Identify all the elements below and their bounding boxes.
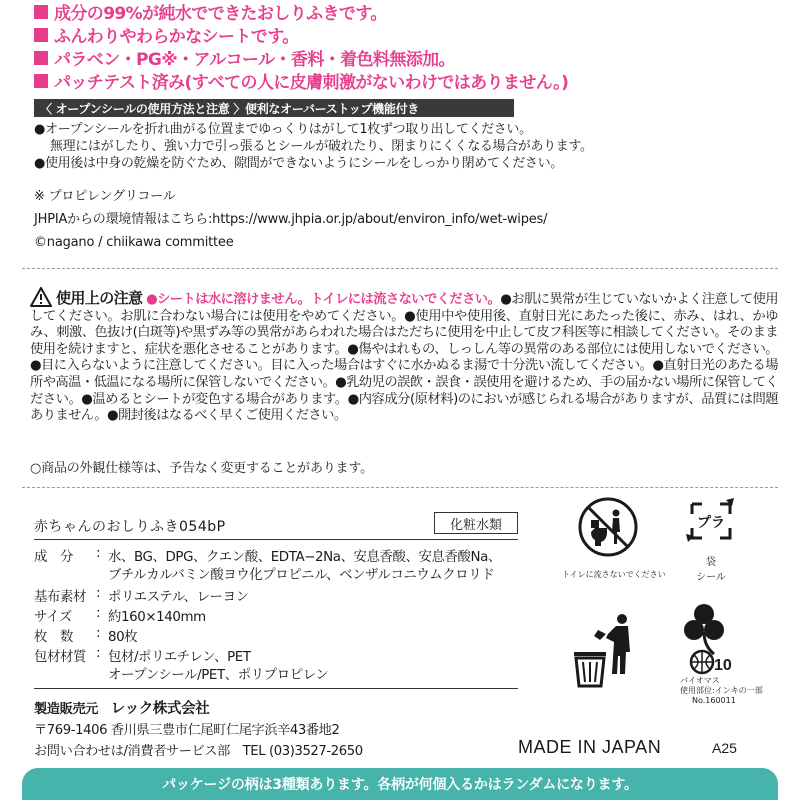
spec-value: 約160×140mm [108, 610, 206, 625]
caution-highlight: ●シートは水に溶けません。トイレには流さないでください。 [146, 292, 501, 307]
biomass-mark-icon [680, 600, 746, 676]
seal-instructions-heading: 〈 オープンシールの使用方法と注意 〉便利なオーバーストップ機能付き [34, 99, 514, 117]
pla-glyph: プラ [697, 515, 725, 531]
spec-value: ブチルカルバミン酸ヨウ化プロピニル、ベンザルコニウムクロリド [108, 568, 495, 583]
footnote: ※ プロピレングリコール [34, 189, 176, 204]
spec-value: オープンシール/PET、ポリプロピレン [108, 668, 329, 683]
contact-label: お問い合わせは/消費者サービス部 [34, 744, 230, 759]
warning-triangle-icon [30, 287, 52, 307]
feature-text: パラベン・PG※・アルコール・香料・着色料無添加。 [54, 50, 455, 70]
pink-square-bullet-icon [34, 74, 48, 88]
maker-address: 〒769-1406 香川県三豊市仁尾町仁尾字浜辛43番地2 [34, 723, 340, 738]
feature-text: 成分の99%が純水でできたおしりふきです。 [54, 4, 387, 24]
feature-text: ふんわりやわらかなシートです。 [54, 27, 299, 47]
spec-change-notice: ○商品の外観仕様等は、予告なく変更することがあります。 [30, 461, 373, 476]
maker-company: レック株式会社 [110, 701, 210, 717]
feature-item [34, 23, 794, 46]
spec-colon: : [96, 646, 101, 661]
lot-code: A25 [712, 740, 737, 756]
rule-line [34, 539, 518, 540]
misc-info [34, 185, 547, 254]
pla-caption-bag: 袋 [706, 557, 716, 568]
spec-label: 包材材質 [34, 650, 86, 665]
maker-label: 製造販売元 [34, 702, 98, 717]
spec-label: 基布素材 [34, 590, 86, 605]
spec-value: 80枚 [108, 630, 138, 645]
spec-colon: : [96, 546, 101, 561]
seal-line: ●オープンシールを折れ曲がる位置までゆっくりはがして1枚ずつ取り出してください。 [34, 122, 532, 137]
plastic-recycling-icon [682, 496, 740, 546]
caution-body: ●お肌に異常が生じていないかよく注意して使用してください。お肌に合わない場合には使用をやめてください。●使用中や使用後、直射日光にあたった後に、赤み、はれ、かゆみ、刺激、色抜け(白斑等)や黒ずみ等の異常があらわれた場合はただちに使用を中止して皮フ科医等に相談してください。そのまま使用を続けますと、症状を悪化させることがあります。●傷やはれもの、しっしん等の異常のある部位には使用しないでください。●目に入らないように注意してください。目に入った場合はすぐに水かぬるま湯で十分洗い流してください。●直射日光のあたる場所や高温・低温になる場所に保管しないでください。●乳幼児の誤飲・誤食・誤使用を避けるため、手の届かない場所に保管してください。●温めるとシートが変色する場合があります。●内容成分(原材料)のにおいが感じられる場合がありますが、品質には問題ありません。●開封後はなるべく早くご使用ください。 [30, 292, 779, 424]
feature-list [34, 0, 794, 92]
feature-item [34, 46, 794, 69]
feature-text: パッチテスト済み(すべての人に皮膚刺激がないわけではありません。) [54, 73, 569, 93]
bottom-banner: パッケージの柄は3種類あります。各柄が何個入るかはランダムになります。 [22, 768, 778, 800]
seal-line: 無理にはがしたり、強い力で引っ張るとシールが破れたり、閉まりにくくなる場合があります。 [50, 139, 593, 154]
biomass-caption [680, 676, 763, 706]
seal-line: ●使用後は中身の乾燥を防ぐため、隙間ができないようにシールをしっかり閉めてください。 [34, 156, 563, 171]
category-box: 化粧水類 [434, 512, 518, 534]
feature-item [34, 0, 794, 23]
biomass-caption-line: No.160011 [692, 696, 736, 705]
pla-caption-seal: シール [696, 572, 726, 583]
made-in-label: MADE IN JAPAN [518, 737, 662, 757]
biomass-caption-line: 使用部位:インキの一部 [680, 686, 763, 695]
trash-bin-disposal-icon [572, 612, 642, 690]
biomass-caption-line: バイオマス [680, 676, 720, 685]
spec-label: サイズ [34, 610, 72, 625]
pink-square-bullet-icon [34, 51, 48, 65]
no-flush-toilet-icon [577, 496, 639, 558]
caution-heading: 使用上の注意 [56, 289, 143, 307]
no-flush-caption: トイレに流さないでください [562, 570, 666, 579]
maker-line [34, 697, 209, 718]
seal-instructions [34, 121, 774, 172]
env-info: JHPIAからの環境情報はこちら:https://www.jhpia.or.jp/about/environ_info/wet-wipes/ [34, 212, 548, 227]
spec-value: 水、BG、DPG、クエン酸、EDTA−2Na、安息香酸、安息香酸Na、 [108, 550, 501, 565]
product-name: 赤ちゃんのおしりふき054bP [34, 519, 226, 535]
spec-colon: : [96, 586, 101, 601]
caution-section [30, 287, 778, 425]
contact-tel: TEL (03)3527-2650 [242, 744, 363, 759]
dashed-divider [22, 487, 778, 488]
spec-colon: : [96, 626, 101, 641]
spec-value: 包材/ポリエチレン、PET [108, 650, 251, 665]
pink-square-bullet-icon [34, 28, 48, 42]
rule-line [34, 688, 518, 689]
feature-item [34, 69, 794, 92]
maker-contact [34, 740, 363, 759]
spec-label: 枚 数 [34, 630, 73, 645]
spec-colon: : [96, 606, 101, 621]
spec-value: ポリエステル、レーヨン [108, 590, 249, 605]
pink-square-bullet-icon [34, 5, 48, 19]
dashed-divider [22, 268, 778, 269]
spec-label: 成 分 [34, 550, 73, 565]
biomass-number: 10 [714, 657, 732, 674]
copyright: ©nagano / chiikawa committee [34, 235, 234, 250]
